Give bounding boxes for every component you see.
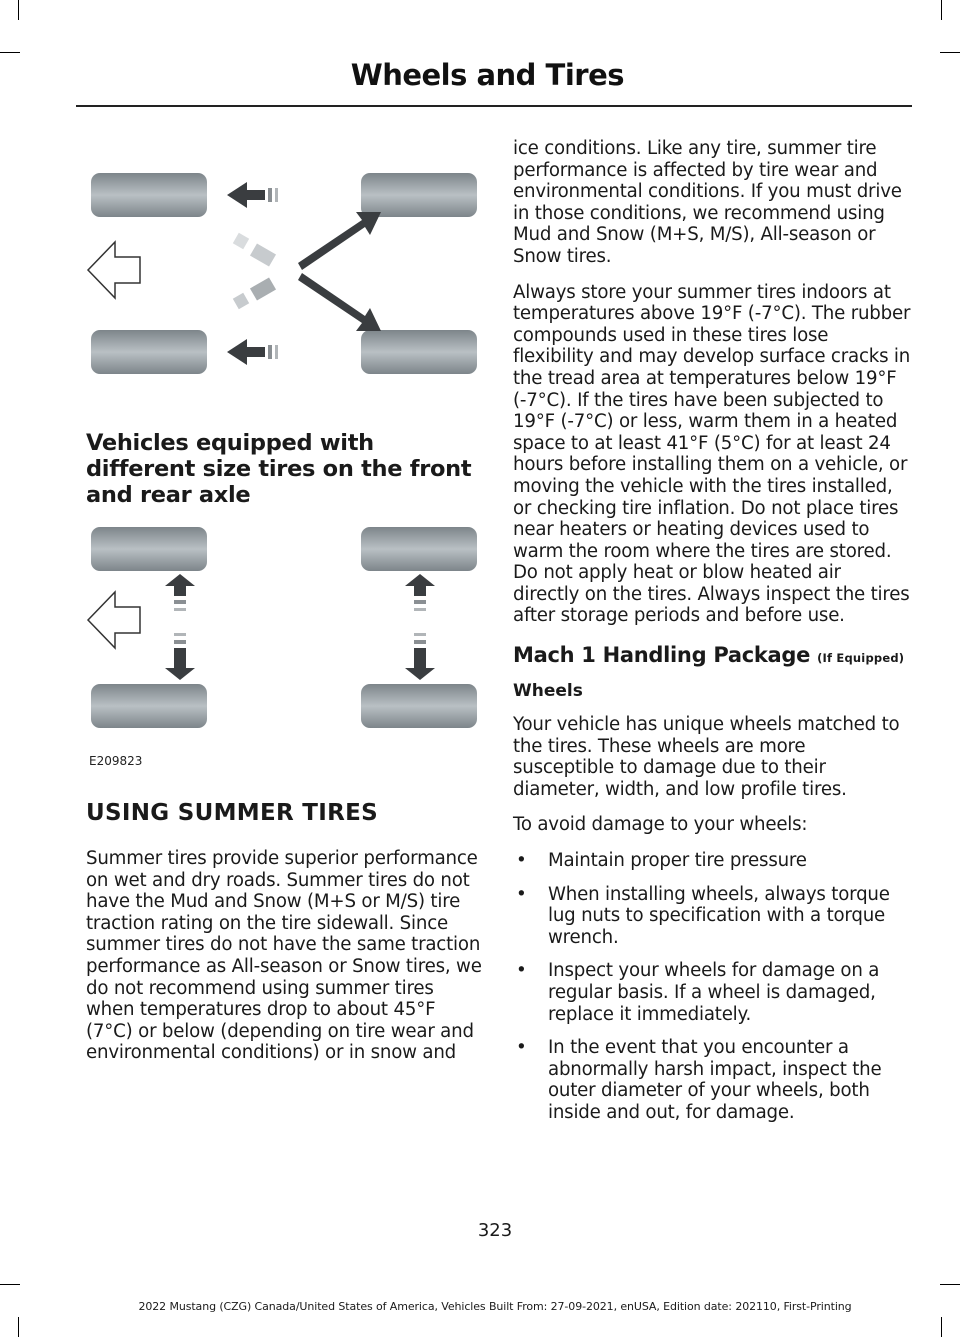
page-header-title: Wheels and Tires <box>350 58 624 92</box>
right-column <box>513 138 911 1136</box>
straight-arrow-icon <box>227 339 265 365</box>
crop-mark <box>18 0 19 20</box>
tire-rear-right <box>361 684 477 728</box>
tire-rear-right <box>361 330 477 374</box>
tire-rotation-figure-top <box>80 160 485 395</box>
list-item-text: Maintain proper tire pressure <box>548 850 807 872</box>
tire-front-right <box>361 173 477 217</box>
edition-footer: 2022 Mustang (CZG) Canada/United States of America, Vehicles Built From: 27-09-2021, enUSA, Edition date: 202110, First-Printing <box>138 1300 852 1313</box>
list-item-text: In the event that you encounter a abnormally harsh impact, inspect the outer diameter of your wheels, both inside and out, for damage. <box>548 1037 882 1123</box>
bullet: • <box>516 883 527 905</box>
mach1-paragraph-1: Your vehicle has unique wheels matched to the tires. These wheels are more susceptible to damage due to their diameter, width, and low profile tires. <box>513 714 900 800</box>
list-item-text: Inspect your wheels for damage on a regular basis. If a wheel is damaged, replace it immediately. <box>548 960 880 1025</box>
vehicle-forward-arrow-icon <box>88 592 140 648</box>
crop-mark <box>0 1284 20 1285</box>
vehicle-forward-arrow-icon <box>88 242 140 298</box>
figure-code: E209823 <box>89 754 143 768</box>
crop-mark <box>941 1317 942 1337</box>
tire-rotation-cross-diagram <box>80 160 485 395</box>
summer-paragraph-1-cont: ice conditions. Like any tire, summer tire performance is affected by tire wear and environmental conditions. If you must drive in those conditions, we recommend using Mud and Snow (M+S, M/S), All-season or Snow tires. <box>513 138 902 267</box>
list-item-text: When installing wheels, always torque lug nuts to specification with a torque wrench. <box>548 883 890 948</box>
crop-mark <box>18 1317 19 1337</box>
cross-arrow-icon <box>298 273 381 331</box>
mach1-paragraph-2: To avoid damage to your wheels: <box>513 814 808 836</box>
crop-mark <box>940 1284 960 1285</box>
left-column-lower <box>86 800 482 1078</box>
tire-rotation-figure-side <box>80 516 485 771</box>
vertical-swap-arrows-right <box>405 574 435 680</box>
tire-rear-left <box>91 684 207 728</box>
summer-paragraph-1: Summer tires provide superior performance on wet and dry roads. Summer tires do not have the Mud and Snow (M+S or M/S) tire traction rating on the tire sidewall. Since summer tires do not have the same traction performance as All-season or Snow tires, we do not recommend using summer tires when temperatures drop to about 45°F (7°C) or below (depending on tire wear and environmental conditions) or in snow and <box>86 848 482 1064</box>
section-heading-mach1 <box>513 643 911 667</box>
bullet: • <box>516 850 527 872</box>
wheel-care-list <box>513 850 911 1124</box>
section-heading-diff-size: Vehicles equipped with different size tires on the front and rear axle <box>86 430 472 508</box>
summer-paragraph-2: Always store your summer tires indoors at temperatures above 19°F (-7°C). The rubber compounds used in these tires lose flexibility and may develop surface cracks in the tread area at temperatures below 19°F (-7°C). If the tires have been subjected to 19°F (-7°C) or less, warm them in a heated space to at least 41°F (5°C) for at least 24 hours before installing them on a vehicle, or moving the vehicle with the tires installed, or checking tire inflation. Do not place tires near heaters or heating devices used to warm the room where the tires are stored. Do not apply heat or blow heated air directly on the tires. Always inspect the tires after storage periods and before use. <box>513 281 911 627</box>
crop-mark <box>0 52 20 53</box>
vertical-swap-arrows-left <box>165 574 195 680</box>
crop-mark <box>940 52 960 53</box>
list-item <box>513 1037 911 1123</box>
left-column <box>86 430 482 518</box>
list-item <box>513 850 911 872</box>
if-equipped-qualifier: (If Equipped) <box>817 651 905 666</box>
tire-front-right <box>361 527 477 571</box>
bullet: • <box>516 960 527 982</box>
page-number: 323 <box>477 1220 513 1241</box>
list-item <box>513 884 911 949</box>
list-item <box>513 960 911 1025</box>
section-heading-summer-tires: USING SUMMER TIRES <box>86 800 379 826</box>
tire-rotation-side-diagram <box>80 516 485 771</box>
bullet: • <box>516 1037 527 1059</box>
crop-mark <box>941 0 942 20</box>
header-divider <box>76 105 912 107</box>
tire-rear-left <box>91 330 207 374</box>
tire-front-left <box>91 527 207 571</box>
tire-front-left <box>91 173 207 217</box>
cross-arrow-icon <box>298 212 381 270</box>
wheels-subheading: Wheels <box>513 681 583 702</box>
straight-arrow-icon <box>227 182 265 208</box>
mach1-heading-text: Mach 1 Handling Package <box>513 643 811 668</box>
